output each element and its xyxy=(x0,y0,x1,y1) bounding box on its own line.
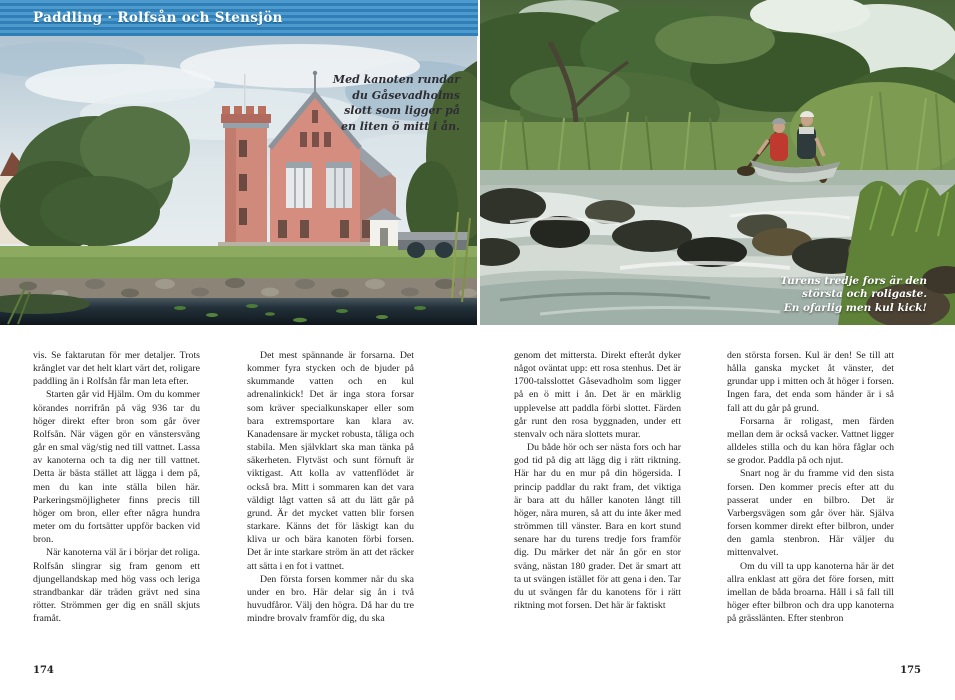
castle-tower xyxy=(221,106,271,251)
castle-photo-caption xyxy=(333,72,460,134)
page-number-right: 175 xyxy=(900,665,921,676)
section-title: Paddling · Rolfsån och Stensjön xyxy=(33,10,283,26)
text-column-3 xyxy=(514,349,681,663)
paragraph: Snart nog är du framme vid den sista forsen. Den kommer precis efter att du passerat under en bilbro. Det är Varbergsvägen som går över här. Själva forsen kommer direkt efter bilbron, under den gamla stenbron. Här väljer du mittenvalvet. xyxy=(727,468,894,559)
text-column-2 xyxy=(247,349,414,663)
text-column-1 xyxy=(33,349,200,663)
caption-line: du Gåsevadholms xyxy=(352,88,460,102)
text-column-4 xyxy=(727,349,894,663)
castle-photo xyxy=(0,36,477,325)
paragraph: Det mest spännande är forsarna. Det kommer fyra stycken och de bjuder på skummande vatten och en kul adrenalinkick! Det är inga stora forsar som kräver specialkunskaper eller som bara extremsportare kan klara av. Kanadensare är mycket robusta, tåliga och stabila. Men självklart ska man tänka på säkerheten. Flytväst och sunt förnuft är viktigast. Att kolla av vattenflödet är också bra. Mitt i sommaren kan det vara väldigt lågt vatten så att du lätt går på grund. Är det mycket vatten blir forsen starkare. Känns det för läskigt kan du kliva ur och bära kanoten förbi forsen. Det är inte starkare ström än att det räcker att sätta i en fot i vattnet. xyxy=(247,350,414,572)
caption-line: slott som ligger på xyxy=(344,104,460,117)
paragraph: den största forsen. Kul är den! Se till att hålla ganska mycket åt vänster, det grundar upp i mitten och åt höger i forsen. Ingen fara, det enda som händer är i så fall att du går på grund. xyxy=(727,350,894,414)
section-banner xyxy=(0,0,478,36)
caption-line: Med kanoten rundar xyxy=(332,73,460,86)
caption-line: en liten ö mitt i ån. xyxy=(340,119,460,133)
paragraph: Du både hör och ser nästa fors och har god tid på dig att lägg dig i rätt riktning. Här har du en mur på din högersida. I princip paddlar du rakt fram, det viktiga är bara att du håller kanoten långt till höger, nära muren, så att du inte åker med strömmen till vänster. Bara en kort stund senare har du turens tredje fors framför dig. Du märker det när ån gör en stor sväng, nästan 180 grader. Det är smart att ta ut svängen istället för att gena i den. Tar du ut svängen får du kanotens för i rätt riktning mot forsen. Det här är faktiskt xyxy=(514,442,681,611)
rapids-photo xyxy=(480,0,955,325)
paragraph: Om du vill ta upp kanoterna här är det allra enklast att göra det före forsen, mitt imellan de båda broarna. Håll i så fall till höger efter bilbron och dra upp kanoterna på grässlänten. Efter stenbron xyxy=(727,560,894,625)
rapids-photo-caption xyxy=(780,275,927,316)
paragraph: Den första forsen kommer när du ska under en bro. Här delar sig ån i två huvudfåror. Välj den högra. Då har du tre mindre brovalv framför dig, du ska xyxy=(247,573,414,625)
paragraph: Forsarna är roligast, men färden mellan dem är också vacker. Vattnet ligger alldeles stilla och du kan höra fåglar och se grodor. Paddla på och njut. xyxy=(727,415,894,467)
paragraph: När kanoterna väl är i börjar det roliga. Rolfsån slingrar sig fram genom ett djungellandskap med hög vass och leriga strandbankar där träden grävt ned sina rötter. Strömmen ger dig en snäll skjuts framåt. xyxy=(33,547,200,625)
paragraph: vis. Se faktarutan för mer detaljer. Trots krånglet var det helt klart värt det, roligare paddling än i Rolfsån får man leta efter. xyxy=(33,350,200,388)
caption-line: största och roligaste. xyxy=(802,288,927,300)
caption-line: En ofarlig men kul kick! xyxy=(783,301,927,314)
caption-line: Turens tredje fors är den xyxy=(780,274,927,287)
paragraph: Starten går vid Hjälm. Om du kommer körandes norrifrån på väg 936 tar du höger direkt efter bron som går över Rolfsån. När vägen gör en vänstersväng går en smal väg/stig ned till vattnet. Lassa av kanoterna och ta dig ner till vattnet. Detta är bästa stället att lägga i dem på, men du kan inte ställa bilen här. Parkeringsmöjligheter finns precis till höger om bron, eller efter några hundra meter om du fortsätter uppför backen vid bron. xyxy=(33,389,200,546)
page-number-left: 174 xyxy=(33,665,54,676)
paragraph: genom det mittersta. Direkt efteråt dyker något oväntat upp: ett rosa stenhus. Det är 1700-talsslottet Gåsevadholm som ligger på en ö mitt i ån. Det är en märklig upplevelse att paddla förbi slottet. Färden går runt den rosa byggnaden, under ett stenvalv och nära slottets murar. xyxy=(514,350,681,440)
